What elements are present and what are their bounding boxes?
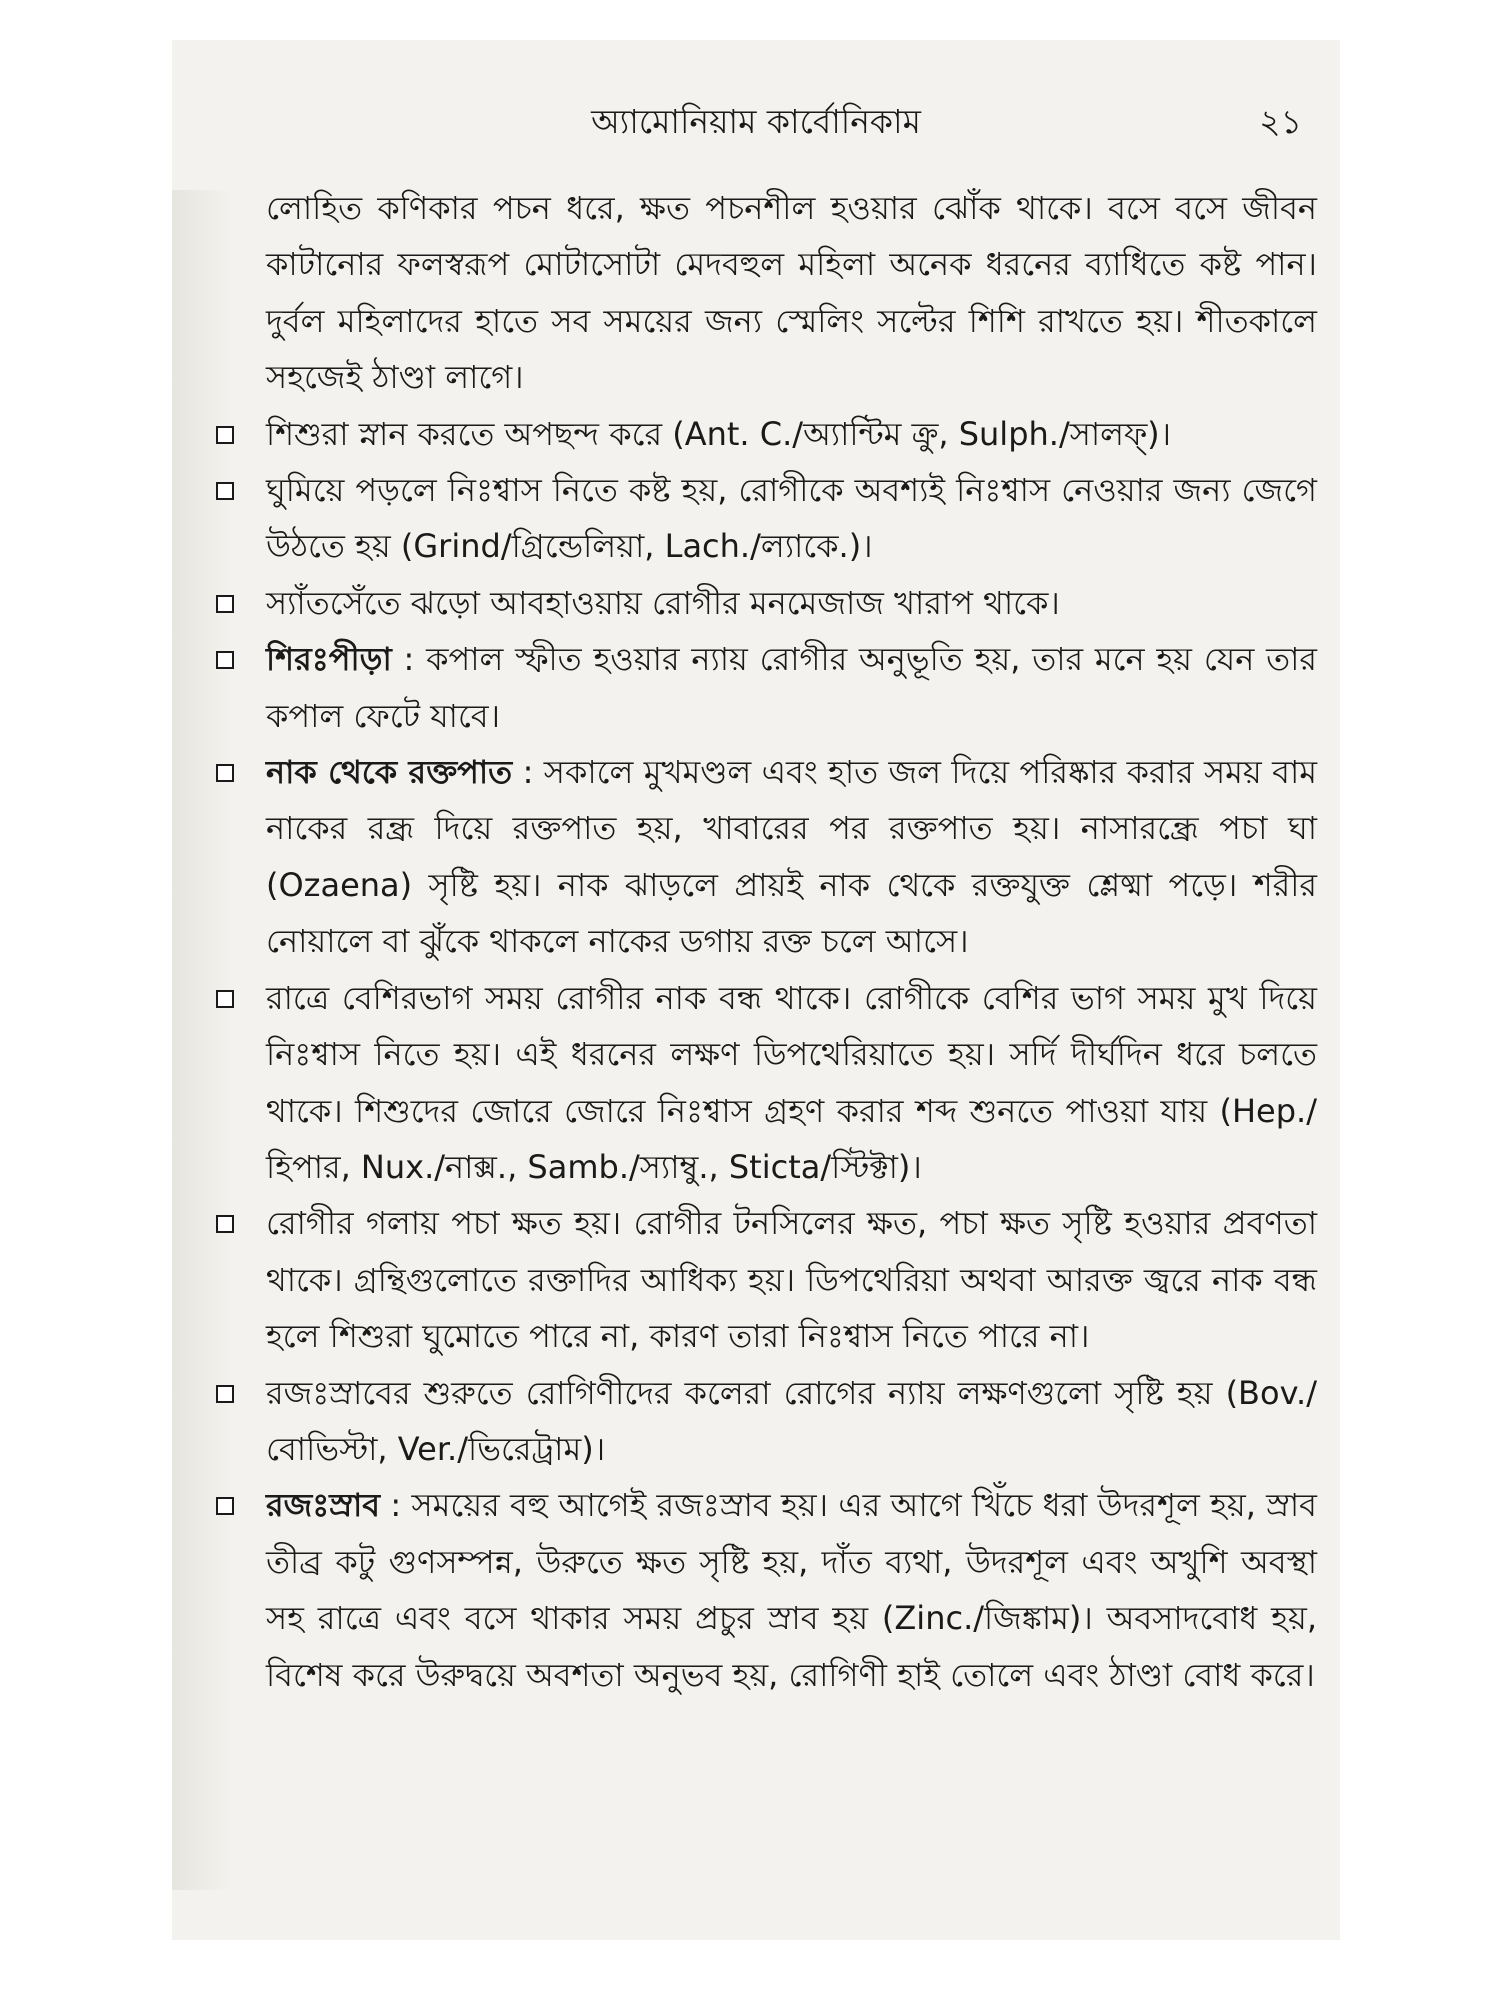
bullet-item xyxy=(202,1365,1317,1478)
paragraph-text: রাত্রে বেশিরভাগ সময় রোগীর নাক বন্ধ থাকে। রোগীকে বেশির ভাগ সময় মুখ দিয়ে নিঃশ্বাস নিতে হয়। এই ধরনের লক্ষণ ডিপথেরিয়াতে হয়। সর্দি দীর্ঘদিন ধরে চলতে থাকে। শিশুদের জোরে জোরে নিঃশ্বাস গ্রহণ করার শব্দ শুনতে পাওয়া যায় (Hep./হিপার, Nux./নাক্স., Samb./স্যাম্বু., Sticta/স্টিক্টা)। xyxy=(266,978,1317,1186)
bullet-item xyxy=(202,631,1317,744)
checkbox-bullet-icon xyxy=(216,990,234,1008)
paragraph-text: : কপাল স্ফীত হওয়ার ন্যায় রোগীর অনুভূতি হয়, তার মনে হয় যেন তার কপাল ফেটে যাবে। xyxy=(266,640,1317,735)
running-head xyxy=(172,92,1340,152)
paragraph-lead: নাক থেকে রক্তপাত xyxy=(266,753,513,792)
paragraph-lead: রজঃস্রাব xyxy=(266,1486,381,1525)
checkbox-bullet-icon xyxy=(216,764,234,782)
bullet-item xyxy=(202,575,1317,631)
checkbox-bullet-icon xyxy=(216,1385,234,1403)
checkbox-bullet-icon xyxy=(216,1497,234,1515)
book-page xyxy=(172,40,1340,1940)
paragraph-text: ঘুমিয়ে পড়লে নিঃশ্বাস নিতে কষ্ট হয়, রোগীকে অবশ্যই নিঃশ্বাস নেওয়ার জন্য জেগে উঠতে হয় (Grind/গ্রিন্ডেলিয়া, Lach./ল্যাকে.)। xyxy=(266,471,1317,566)
paragraph-text: : সময়ের বহু আগেই রজঃস্রাব হয়। এর আগে খিঁচে ধরা উদরশূল হয়, স্রাব তীব্র কটু গুণসম্পন্ন, উরুতে ক্ষত সৃষ্টি হয়, দাঁত ব্যথা, উদরশূল এবং অখুশি অবস্থা সহ রাত্রে এবং বসে থাকার সময় প্রচুর স্রাব হয় (Zinc./জিঙ্কাম)। অবসাদবোধ হয়, বিশেষ করে উরুদ্বয়ে অবশতা অনুভব হয়, রোগিণী হাই তোলে এবং ঠাণ্ডা বোধ করে। xyxy=(266,1486,1317,1694)
bullet-item xyxy=(202,1477,1317,1703)
paragraph xyxy=(202,180,1317,406)
bullet-item xyxy=(202,744,1317,970)
paragraph-text: স্যাঁতসেঁতে ঝড়ো আবহাওয়ায় রোগীর মনমেজাজ খারাপ থাকে। xyxy=(266,583,1060,622)
header-title: অ্যামোনিয়াম কার্বোনিকাম xyxy=(591,102,921,141)
paragraph-text: শিশুরা স্নান করতে অপছন্দ করে (Ant. C./অ্যান্টিম ক্রু, Sulph./সালফ্)। xyxy=(266,414,1172,453)
paragraph-text: : সকালে মুখমণ্ডল এবং হাত জল দিয়ে পরিষ্কার করার সময় বাম নাকের রন্ধ্র দিয়ে রক্তপাত হয়, খাবারের পর রক্তপাত হয়। নাসারন্ধ্রে পচা ঘা (Ozaena) সৃষ্টি হয়। নাক ঝাড়লে প্রায়ই নাক থেকে রক্তযুক্ত শ্লেষ্মা পড়ে। শরীর নোয়ালে বা ঝুঁকে থাকলে নাকের ডগায় রক্ত চলে আসে। xyxy=(266,753,1317,961)
paragraph-lead: শিরঃপীড়া xyxy=(266,640,392,679)
checkbox-bullet-icon xyxy=(216,1215,234,1233)
paragraph-text: লোহিত কণিকার পচন ধরে, ক্ষত পচনশীল হওয়ার ঝোঁক থাকে। বসে বসে জীবন কাটানোর ফলস্বরূপ মোটাসোটা মেদবহুল মহিলা অনেক ধরনের ব্যাধিতে কষ্ট পান। দুর্বল মহিলাদের হাতে সব সময়ের জন্য স্মেলিং সল্টের শিশি রাখতে হয়। শীতকালে সহজেই ঠাণ্ডা লাগে। xyxy=(266,189,1317,397)
page-number: ২১ xyxy=(1259,102,1302,141)
checkbox-bullet-icon xyxy=(216,482,234,500)
bullet-item xyxy=(202,406,1317,462)
paragraph-text: রজঃস্রাবের শুরুতে রোগিণীদের কলেরা রোগের ন্যায় লক্ষণগুলো সৃষ্টি হয় (Bov./বোভিস্টা, Ver./ভিরেট্রাম)। xyxy=(266,1373,1317,1468)
bullet-item xyxy=(202,970,1317,1196)
bullet-item xyxy=(202,1195,1317,1364)
checkbox-bullet-icon xyxy=(216,595,234,613)
bullet-item xyxy=(202,462,1317,575)
paragraph-text: রোগীর গলায় পচা ক্ষত হয়। রোগীর টনসিলের ক্ষত, পচা ক্ষত সৃষ্টি হওয়ার প্রবণতা থাকে। গ্রন্থিগুলোতে রক্তাদির আধিক্য হয়। ডিপথেরিয়া অথবা আরক্ত জ্বরে নাক বন্ধ হলে শিশুরা ঘুমোতে পারে না, কারণ তারা নিঃশ্বাস নিতে পারে না। xyxy=(266,1204,1317,1356)
checkbox-bullet-icon xyxy=(216,651,234,669)
checkbox-bullet-icon xyxy=(216,426,234,444)
page-body xyxy=(202,180,1317,1703)
